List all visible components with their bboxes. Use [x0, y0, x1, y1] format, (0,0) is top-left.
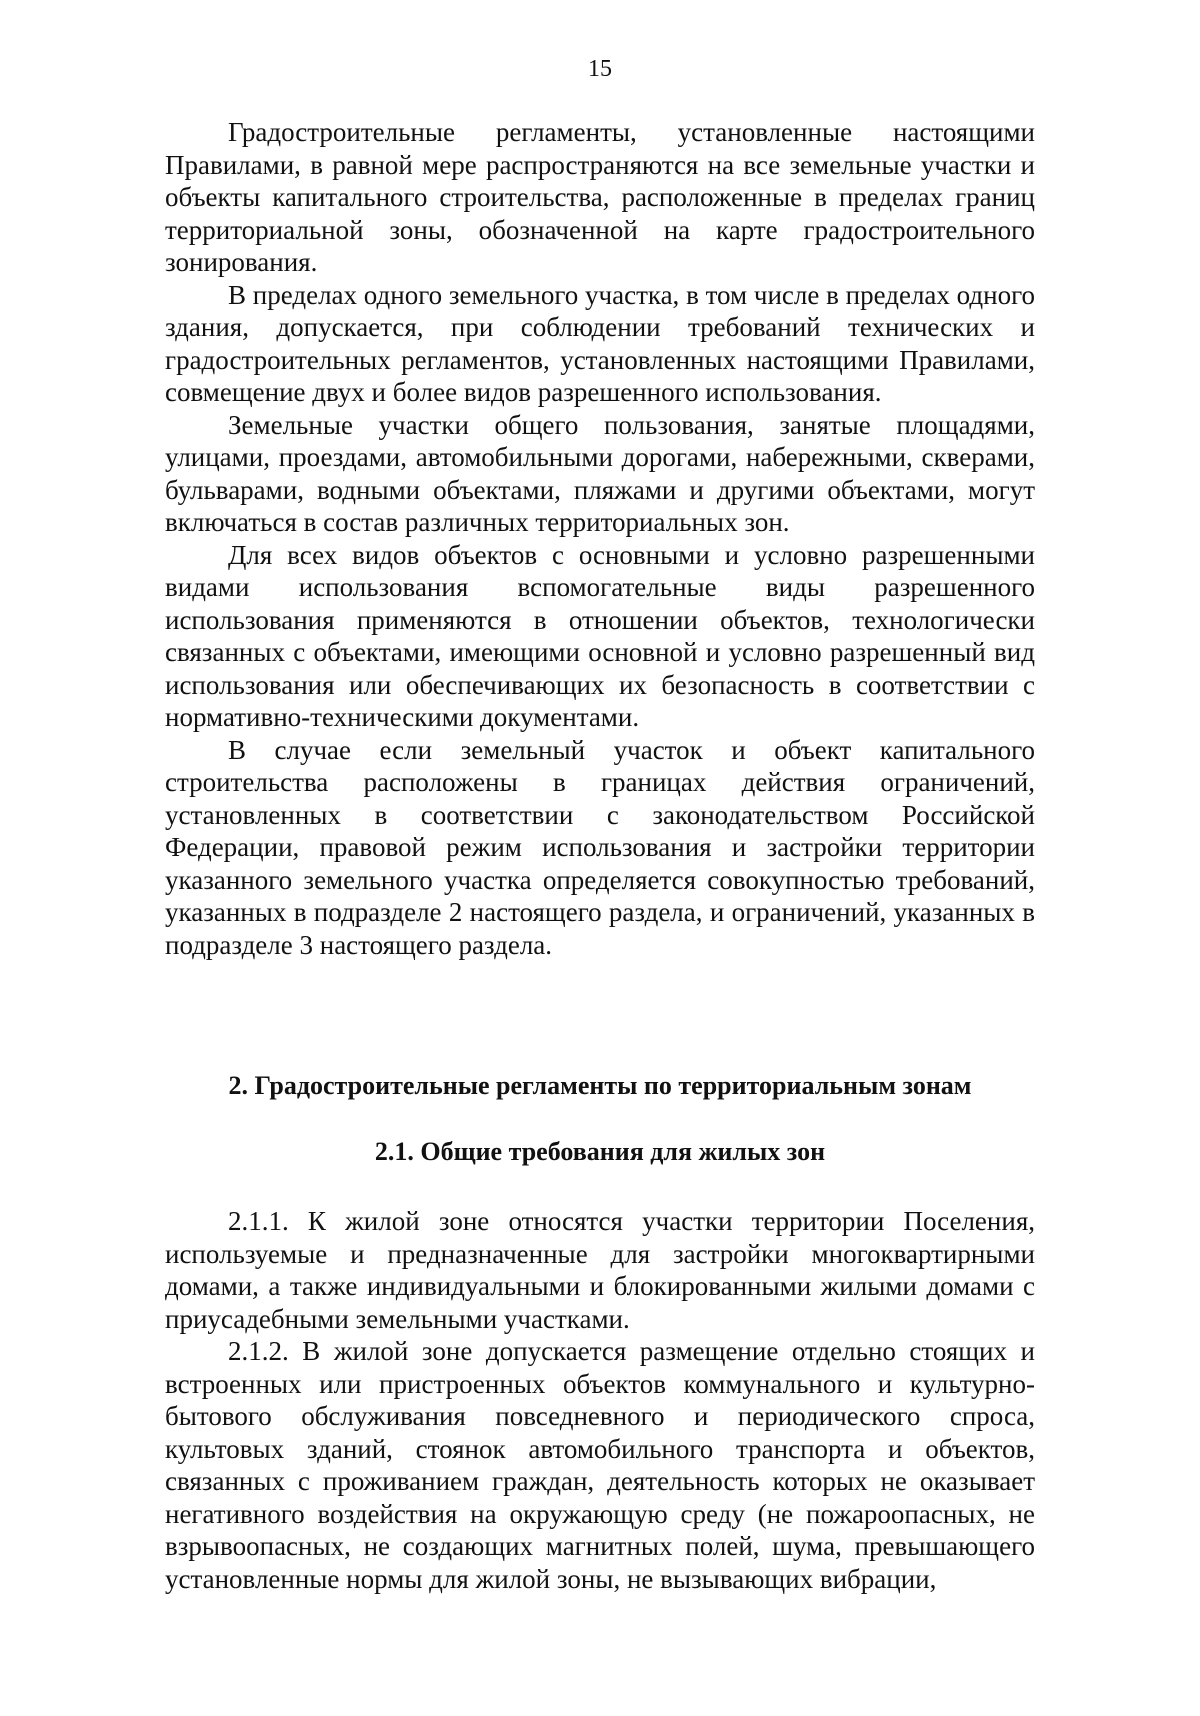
paragraph-combined-use: В пределах одного земельного участка, в том числе в пределах одного здания, допускается, при соблюдении требований технических и градостроительных регламентов, установленных настоящими Правилами, совмещение двух и более видов разрешенного использования. — [165, 279, 1035, 407]
paragraph-2-1-1: 2.1.1. К жилой зоне относятся участки территории Поселения, используемые и предназначенные для застройки многоквартирными домами, а также индивидуальными и блокированными жилыми домами с приусадебными земельными участками. — [165, 1206, 1035, 1334]
subsection-heading: 2.1. Общие требования для жилых зон — [374, 1137, 826, 1166]
section-heading: 2. Градостроительные регламенты по территориальным зонам — [228, 1071, 972, 1100]
page-number: 15 — [588, 56, 612, 82]
paragraph-auxiliary-use: Для всех видов объектов с основными и условно разрешенными видами использования вспомогательные виды разрешенного использования применяются в отношении объектов, технологически связанных с объектами, имеющими основной и условно разрешенный вид использования или обеспечивающих их безопасность в соответствии с нормативно-техническими документами. — [165, 539, 1035, 732]
paragraph-2-1-2: 2.1.2. В жилой зоне допускается размещение отдельно стоящих и встроенных или пристроенных объектов коммунального и культурно-бытового обслуживания повседневного и периодического спроса, культовых зданий, стоянок автомобильного транспорта и объектов, связанных с проживанием граждан, деятельность которых не оказывает негативного воздействия на окружающую среду (не пожароопасных, не взрывоопасных, не создающих магнитных полей, шума, превышающего установленные нормы для жилой зоны, не вызывающих вибрации, — [165, 1336, 1035, 1594]
paragraph-restrictions: В случае если земельный участок и объект капитального строительства расположены в границах действия ограничений, установленных в соответствии с законодательством Российской Федерации, правовой режим использования и застройки территории указанного земельного участка определяется совокупностью требований, указанных в подразделе 2 настоящего раздела, и ограничений, указанных в подразделе 3 настоящего раздела. — [165, 734, 1035, 960]
paragraph-regulations-scope: Градостроительные регламенты, установленные настоящими Правилами, в равной мере распространяются на все земельные участки и объекты капитального строительства, расположенные в пределах границ территориальной зоны, обозначенной на карте градостроительного зонирования. — [165, 117, 1035, 277]
body-text-bottom — [165, 1205, 1035, 1595]
body-text-top — [165, 116, 1035, 961]
paragraph-public-land: Земельные участки общего пользования, занятые площадями, улицами, проездами, автомобильными дорогами, набережными, скверами, бульварами, водными объектами, пляжами и другими объектами, могут включаться в состав различных территориальных зон. — [165, 409, 1035, 537]
